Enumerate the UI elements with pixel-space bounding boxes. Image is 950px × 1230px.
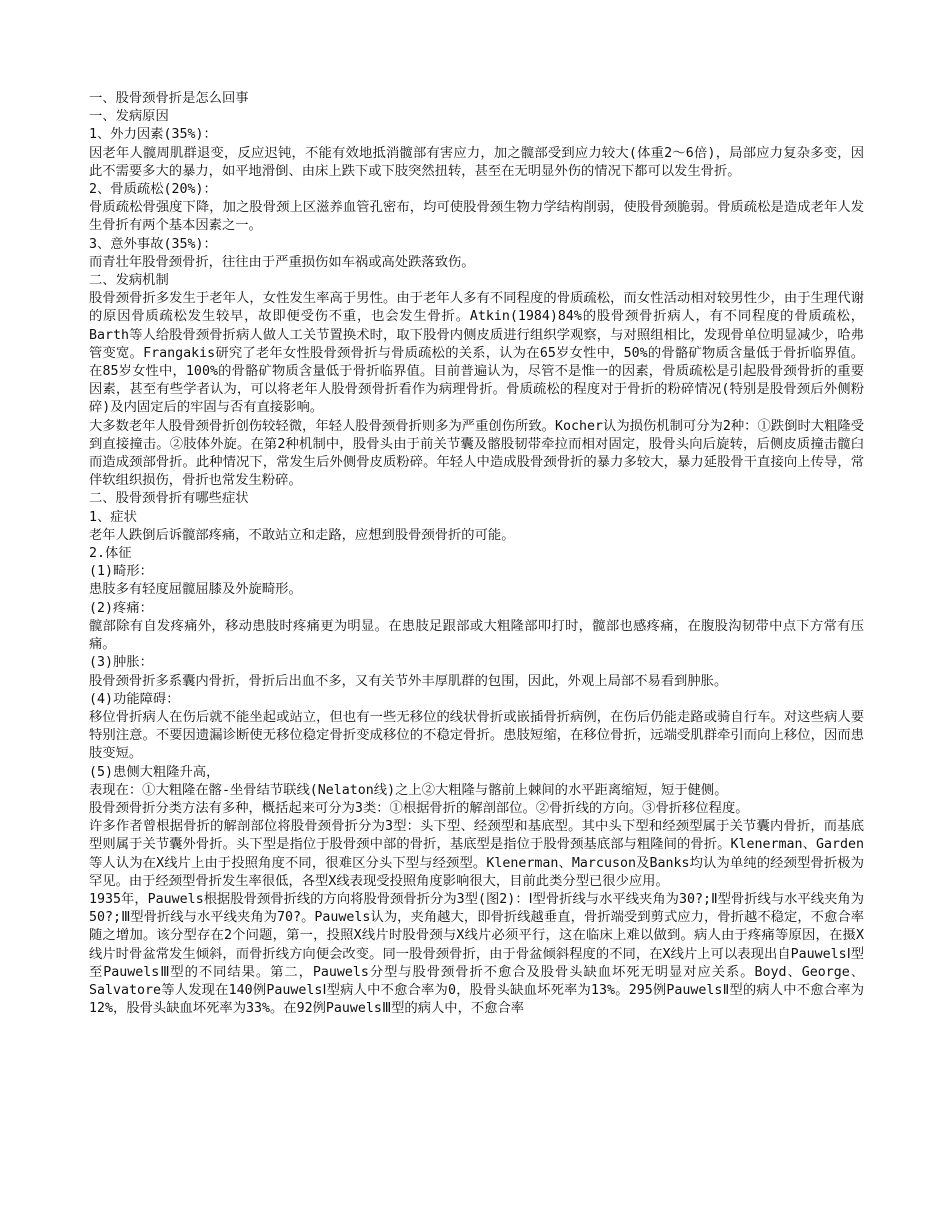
symptoms-text: 老年人跌倒后诉髋部疼痛，不敢站立和走路，应想到股骨颈骨折的可能。 xyxy=(89,527,515,543)
classification-paragraph-3: 1935年，Pauwels根据股骨颈骨折线的方向将股骨颈骨折分为3型(图2)：Ⅰ型骨折线与水平线夹角为30?;Ⅱ型骨折线与水平线夹角为50?;Ⅲ型骨折线与水平线夹角为70?。Pauwels认为，夹角越大，即骨折线越垂直，骨折端受到剪式应力，骨折越不稳定，不愈合率随之增加。该分型存在2个问题，第一，投照X线片时股骨颈与X线片必须平行，这在临床上难以做到。病人由于疼痛等原因，在摄X线片时骨盆常发生倾斜，而骨折线方向便会改变。同一股骨颈骨折，由于骨盆倾斜程度的不同，在X线片上可以表现出自PauwelsⅠ型至PauwelsⅢ型的不同结果。第二，Pauwels分型与股骨颈骨折不愈合及股骨头缺血坏死无明显对应关系。Boyd、George、Salvatore等人发现在140例PauwelsⅠ型病人中不愈合率为0，股骨头缺血坏死率为13%。295例PauwelsⅡ型的病人中不愈合率为12%，股骨头缺血坏死率为33%。在92例PauwelsⅢ型的病人中，不愈合率 xyxy=(89,891,864,1017)
heading-mechanism: 二、发病机制 xyxy=(89,273,169,289)
cause-1-text: 因老年人髋周肌群退变，反应迟钝，不能有效地抵消髋部有害应力，加之髋部受到应力较大(体重2～6倍)，局部应力复杂多变，因此不需要多大的暴力，如平地滑倒、由床上跌下或下肢突然扭转，甚至在无明显外伤的情况下都可以发生骨折。 xyxy=(89,145,864,179)
sign-5-title: (5)患侧大粗隆升高， xyxy=(89,764,220,780)
signs-title: 2.体征 xyxy=(89,546,132,562)
cause-1-title: 1、外力因素(35%)： xyxy=(89,127,217,143)
sign-5-text: 表现在：①大粗隆在髂-坐骨结节联线(Nelaton线)之上②大粗隆与髂前上棘间的水平距离缩短，短于健侧。 xyxy=(89,782,728,798)
document-page xyxy=(89,90,864,1018)
sign-1-title: (1)畸形： xyxy=(89,564,153,580)
sign-3-text: 股骨颈骨折多系囊内骨折，骨折后出血不多，又有关节外丰厚肌群的包围，因此，外观上局部不易看到肿胀。 xyxy=(89,673,728,689)
sign-2-text: 髋部除有自发疼痛外，移动患肢时疼痛更为明显。在患肢足跟部或大粗隆部叩打时，髋部也感疼痛，在腹股沟韧带中点下方常有压痛。 xyxy=(89,618,864,653)
heading-symptoms: 二、股骨颈骨折有哪些症状 xyxy=(89,491,249,507)
classification-paragraph-2: 许多作者曾根据骨折的解剖部位将股骨颈骨折分为3型：头下型、经颈型和基底型。其中头下型和经颈型属于关节囊内骨折，而基底型则属于关节囊外骨折。头下型是指位于股骨颈中部的骨折，基底型是指位于股骨颈基底部与粗隆间的骨折。Klenerman、Garden等人认为在X线片上由于投照角度不同，很难区分头下型与经颈型。Klenerman、Marcuson及Banks均认为单纯的经颈型骨折极为罕见。由于经颈型骨折发生率很低，各型X线表现受投照角度影响很大，目前此类分型已很少应用。 xyxy=(89,819,864,889)
classification-paragraph-1: 股骨颈骨折分类方法有多种，概括起来可分为3类：①根据骨折的解剖部位。②骨折线的方向。③骨折移位程度。 xyxy=(89,800,749,816)
sign-4-text: 移位骨折病人在伤后就不能坐起或站立，但也有一些无移位的线状骨折或嵌插骨折病例，在伤后仍能走路或骑自行车。对这些病人要特别注意。不要因遗漏诊断使无移位稳定骨折变成移位的不稳定骨折。患肢短缩，在移位骨折，远端受肌群牵引而向上移位，因而患肢变短。 xyxy=(89,709,864,762)
mechanism-paragraph-2: 大多数老年人股骨颈骨折创伤较轻微，年轻人股骨颈骨折则多为严重创伤所致。Kocher认为损伤机制可分为2种：①跌倒时大粗隆受到直接撞击。②肢体外旋。在第2种机制中，股骨头由于前关节囊及髂股韧带牵拉而相对固定，股骨头向后旋转，后侧皮质撞击髋臼而造成颈部骨折。此种情况下，常发生后外侧骨皮质粉碎。年轻人中造成股骨颈骨折的暴力多较大，暴力延股骨干直接向上传导，常伴软组织损伤，骨折也常发生粉碎。 xyxy=(89,418,864,489)
sign-1-text: 患肢多有轻度屈髋屈膝及外旋畸形。 xyxy=(89,582,302,598)
symptoms-title: 1、症状 xyxy=(89,509,137,525)
cause-3-title: 3、意外事故(35%)： xyxy=(89,236,217,252)
sign-2-title: (2)疼痛： xyxy=(89,600,153,616)
cause-2-title: 2、骨质疏松(20%)： xyxy=(89,182,217,198)
cause-3-text: 而青壮年股骨颈骨折，往往由于严重损伤如车祸或高处跌落致伤。 xyxy=(89,254,475,270)
mechanism-paragraph-1: 股骨颈骨折多发生于老年人，女性发生率高于男性。由于老年人多有不同程度的骨质疏松，而女性活动相对较男性少，由于生理代谢的原因骨质疏松发生较早，故即便受伤不重，也会发生骨折。Atkin(1984)84%的股骨颈骨折病人，有不同程度的骨质疏松，Barth等人给股骨颈骨折病人做人工关节置换术时，取下股骨内侧皮质进行组织学观察，与对照组相比，发现骨单位明显减少，哈弗管变宽。Frangakis研究了老年女性股骨颈骨折与骨质疏松的关系，认为在65岁女性中，50%的骨骼矿物质含量低于骨折临界值。在85岁女性中，100%的骨骼矿物质含量低于骨折临界值。目前普遍认为，尽管不是惟一的因素，骨质疏松是引起股骨颈骨折的重要因素，甚至有些学者认为，可以将老年人股骨颈骨折看作为病理骨折。骨质疏松的程度对于骨折的粉碎情况(特别是股骨颈后外侧粉碎)及内固定后的牢固与否有直接影响。 xyxy=(89,291,864,416)
heading-what-is: 一、股骨颈骨折是怎么回事 xyxy=(89,91,249,106)
heading-causes: 一、发病原因 xyxy=(89,109,169,125)
cause-2-text: 骨质疏松骨强度下降，加之股骨颈上区滋养血管孔密布，均可使股骨颈生物力学结构削弱，使股骨颈脆弱。骨质疏松是造成老年人发生骨折有两个基本因素之一。 xyxy=(89,200,864,234)
sign-3-title: (3)肿胀： xyxy=(89,655,153,671)
sign-4-title: (4)功能障碍： xyxy=(89,691,180,707)
